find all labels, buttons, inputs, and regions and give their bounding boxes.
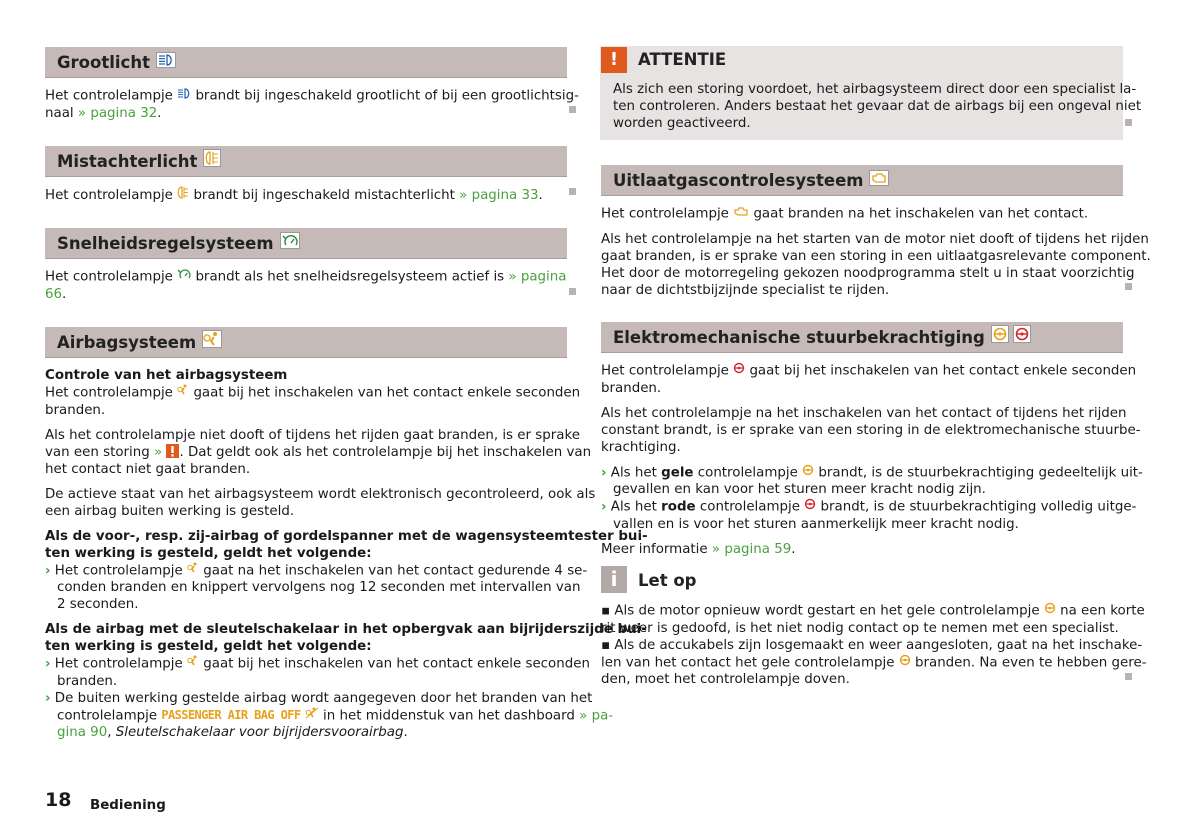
airbag-off-icon: [305, 707, 319, 724]
bullet-chevron-icon: ›: [601, 499, 607, 515]
page-link[interactable]: » pagina 32: [77, 105, 158, 121]
high-beam-icon: [177, 87, 191, 104]
airbag-icon: [187, 562, 199, 579]
page-link[interactable]: » pagina 59: [711, 541, 792, 557]
text: controlelampje: [697, 465, 798, 480]
page-link[interactable]: » pa-: [579, 708, 614, 723]
warning-icon: !: [601, 47, 627, 73]
text: gaat na het inschakelen van het contact gedurende 4 se-: [203, 563, 588, 578]
steering-red-icon: [804, 498, 816, 515]
section-header-grootlicht: [45, 47, 567, 78]
text: krachtiging.: [601, 439, 681, 455]
bullet-chevron-icon: ›: [45, 690, 51, 706]
note-content: [601, 602, 1147, 688]
passenger-airbag-off-label: PASSENGER AIR BAG OFF: [161, 708, 301, 722]
text: Als zich een storing voordoet, het airbagsysteem direct door een specialist la-: [613, 82, 1137, 97]
steering-yellow-icon: [991, 322, 1009, 353]
section-title: Mistachterlicht: [57, 151, 198, 171]
engine-icon: [733, 205, 749, 222]
text: . Dat geldt ook als het controlelampje bij het inschakelen van: [179, 444, 592, 460]
bullet-chevron-icon: ›: [45, 656, 51, 672]
section-title: Elektromechanische stuurbekrachtiging: [613, 327, 985, 347]
uitlaat-content: [601, 205, 1151, 299]
text: 2 seconden.: [57, 597, 139, 612]
page-link[interactable]: » pagina 33: [459, 188, 539, 203]
section-header-stuurbekrachtiging: [601, 322, 1123, 353]
subheading: ten werking is gesteld, geldt het volgende:: [45, 545, 372, 561]
section-title: Grootlicht: [57, 52, 150, 72]
subheading: Als de voor-, resp. zij-airbag of gordelspanner met de wagensysteemtester bui-: [45, 528, 648, 544]
bullet-chevron-icon: ›: [45, 563, 51, 578]
text: Als het: [610, 465, 657, 480]
grootlicht-paragraph: [45, 87, 579, 122]
text: een airbag buiten werking is gesteld.: [45, 503, 295, 519]
section-header-snelheidsregelsysteem: [45, 228, 567, 259]
text: naal: [45, 105, 74, 121]
text: Het controlelampje: [54, 563, 183, 578]
bullet-chevron-icon: ›: [601, 465, 607, 480]
page-link[interactable]: »: [154, 444, 163, 460]
text: controlelampje: [699, 499, 800, 515]
text: Het controlelampje: [601, 363, 729, 379]
text: De buiten werking gestelde airbag wordt aangegeven door het branden van het: [54, 690, 593, 706]
section-title: Uitlaatgascontrolesysteem: [613, 170, 864, 190]
cross-reference-title: Sleutelschakelaar voor bijrijdersvoorairbag: [115, 725, 404, 740]
emphasis: gele: [661, 465, 694, 480]
text: gaat branden na het inschakelen van het contact.: [753, 206, 1089, 222]
warning-icon[interactable]: [166, 444, 179, 458]
airbag-icon: [177, 384, 189, 401]
section-header-uitlaatgascontrolesysteem: [601, 165, 1123, 196]
section-end-marker: [569, 106, 576, 113]
emphasis: rode: [661, 499, 696, 515]
text: branden.: [57, 673, 118, 689]
text: ▪ Als de motor opnieuw wordt gestart en het gele controlelampje: [601, 603, 1040, 619]
text: Als het controlelampje na het inschakelen van het contact of tijdens het rijden: [601, 405, 1127, 421]
text: .: [62, 286, 67, 302]
text: Het controlelampje: [45, 88, 173, 104]
text: Het controlelampje: [45, 188, 173, 203]
stuur-content: [601, 362, 1143, 558]
mist-paragraph: [45, 186, 543, 204]
text: .: [791, 541, 796, 557]
section-title: Snelheidsregelsysteem: [57, 233, 274, 253]
text: .: [538, 188, 543, 203]
text: Als het: [610, 499, 657, 515]
text: conden branden en knippert vervolgens nog 12 seconden met intervallen van: [57, 580, 581, 595]
text: Als het controlelampje na het starten van de motor niet dooft of tijdens het rijden: [601, 231, 1149, 247]
text: gaat bij het inschakelen van het contact enkele seconden: [749, 363, 1137, 379]
snelheid-paragraph: [45, 268, 566, 303]
text: De actieve staat van het airbagsysteem wordt elektronisch gecontroleerd, ook als: [45, 486, 596, 502]
text: controlelampje: [57, 708, 158, 723]
subheading: Controle van het airbagsysteem: [45, 368, 288, 383]
text: branden.: [601, 380, 662, 396]
airbag-icon: [202, 327, 222, 358]
text: ▪ Als de accukabels zijn losgemaakt en weer aangesloten, gaat na het inschake-: [601, 637, 1143, 653]
text: ,: [107, 725, 112, 740]
text: naar de dichtstbijzijnde specialist te rijden.: [601, 282, 890, 298]
text: rit weer is gedoofd, is het niet nodig contact op te nemen met een specialist.: [601, 620, 1119, 636]
text: branden.: [45, 402, 106, 418]
text: Als het controlelampje niet dooft of tijdens het rijden gaat branden, is er sprake: [45, 427, 580, 443]
text: Het controlelampje: [601, 206, 729, 222]
section-end-marker: [569, 288, 576, 295]
text: gaat bij het inschakelen van het contact enkele seconden: [203, 656, 590, 672]
text: gaat branden, is er sprake van een storing in een uitlaatgasrelevante component.: [601, 248, 1151, 264]
steering-yellow-icon: [899, 654, 911, 671]
info-icon: i: [601, 566, 627, 593]
page-link[interactable]: 66: [45, 286, 63, 302]
text: .: [403, 725, 408, 740]
section-end-marker: [1125, 119, 1132, 126]
text: .: [157, 105, 162, 121]
page-link[interactable]: » pagina: [508, 269, 567, 285]
subheading: Als de airbag met de sleutelschakelaar in het opbergvak aan bijrijderszijde bui-: [45, 622, 647, 637]
high-beam-icon: [156, 47, 176, 78]
text: den, moet het controlelampje doven.: [601, 672, 850, 687]
text: brandt bij ingeschakeld grootlicht of bij een grootlichtsig-: [195, 88, 579, 104]
text: Het door de motorregeling gekozen noodprogramma stelt u in staat voorzichtig: [601, 265, 1135, 281]
text: Het controlelampje: [45, 269, 173, 285]
text: Het controlelampje: [45, 385, 173, 401]
text: brandt als het snelheidsregelsysteem actief is: [195, 269, 505, 285]
text: Het controlelampje: [54, 656, 183, 672]
text: Meer informatie: [601, 541, 708, 557]
text: vallen en is voor het sturen aanmerkelijk meer kracht nodig.: [613, 516, 1019, 532]
text: het contact niet gaat branden.: [45, 461, 251, 477]
cruise-control-icon: [177, 268, 191, 285]
warning-title: ATTENTIE: [638, 50, 727, 69]
section-header-mistachterlicht: [45, 146, 567, 177]
airbag-icon: [187, 655, 199, 672]
section-name: Bediening: [90, 798, 166, 813]
steering-yellow-icon: [802, 464, 814, 481]
section-header-airbagsysteem: [45, 327, 567, 358]
section-end-marker: [1125, 673, 1132, 680]
cruise-control-icon: [280, 228, 300, 259]
rear-fog-light-icon: [177, 186, 189, 204]
rear-fog-light-icon: [203, 146, 221, 177]
text: na een korte: [1060, 603, 1145, 619]
text: gaat bij het inschakelen van het contact enkele seconden: [193, 385, 581, 401]
page-link[interactable]: gina 90: [57, 725, 108, 740]
steering-yellow-icon: [1044, 602, 1056, 619]
text: ten controleren. Anders bestaat het gevaar dat de airbags bij een ongeval niet: [613, 99, 1142, 114]
text: gevallen en kan voor het sturen meer kracht nodig zijn.: [613, 482, 986, 497]
subheading: ten werking is gesteld, geldt het volgende:: [45, 639, 372, 654]
warning-text: [613, 81, 1141, 132]
steering-red-icon: [733, 362, 745, 379]
steering-red-icon: [1013, 322, 1031, 353]
text: in het middenstuk van het dashboard: [323, 708, 575, 723]
section-title: Airbagsysteem: [57, 332, 197, 352]
text: constant brandt, is er sprake van een storing in de elektromechanische stuurbe-: [601, 422, 1141, 438]
page-number: 18: [45, 789, 72, 811]
airbag-content: [45, 367, 648, 741]
note-title: Let op: [638, 571, 697, 590]
section-end-marker: [569, 188, 576, 195]
text: worden geactiveerd.: [613, 116, 751, 131]
engine-icon: [869, 165, 889, 196]
text: branden. Na even te hebben gere-: [914, 655, 1147, 670]
text: brandt, is de stuurbekrachtiging volledig uitge-: [820, 499, 1137, 515]
text: van een storing: [45, 444, 150, 460]
text: len van het contact het gele controlelampje: [601, 655, 895, 670]
text: brandt, is de stuurbekrachtiging gedeeltelijk uit-: [818, 465, 1143, 480]
section-end-marker: [1125, 283, 1132, 290]
text: brandt bij ingeschakeld mistachterlicht: [193, 188, 455, 203]
